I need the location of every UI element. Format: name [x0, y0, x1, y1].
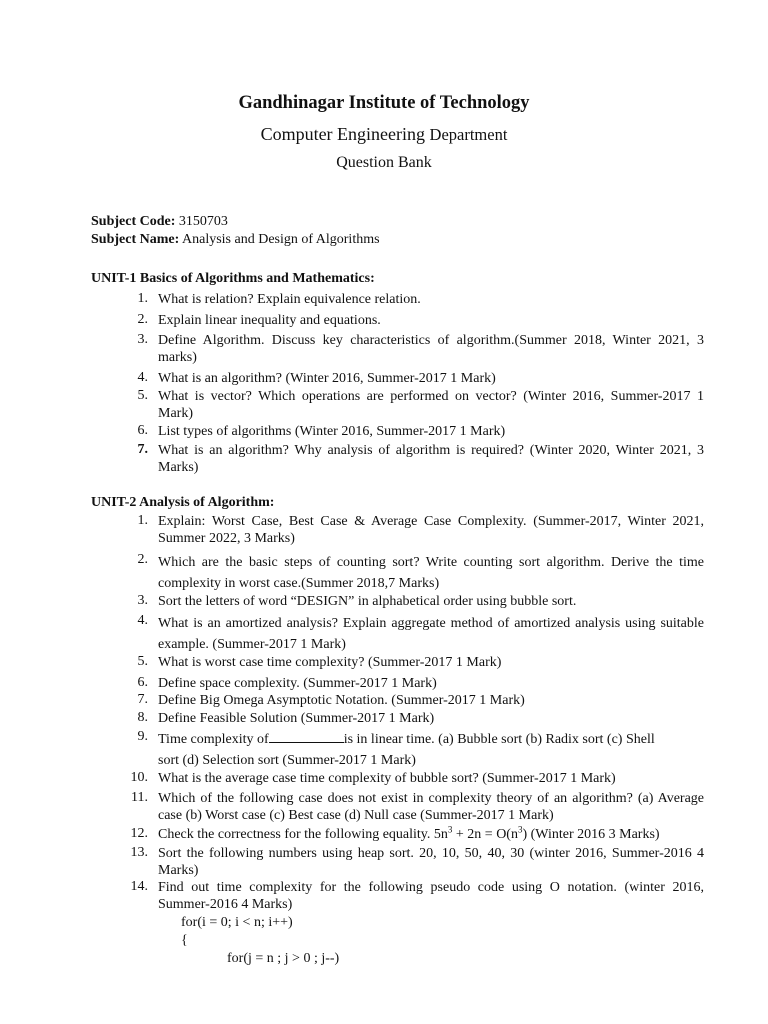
code-line: for(j = n ; j > 0 ; j--): [227, 951, 340, 966]
question-text: What is vector? Which operations are performed on vector? (Winter 2016, Summer-2017 1 Mark): [158, 389, 704, 421]
question-text-part: sort (d) Selection sort (Summer-2017 1 Mark): [158, 753, 416, 768]
department-name: Computer Engineering: [260, 124, 426, 144]
question-text: Sort the letters of word “DESIGN” in alphabetical order using bubble sort.: [158, 594, 577, 609]
superscript: 3: [517, 824, 523, 835]
question-number: 1.: [137, 291, 148, 306]
question-text: What is an algorithm? Why analysis of algorithm is required? (Winter 2020, Winter 2021, 3 Marks): [158, 443, 704, 475]
question-text: What is the average case time complexity of bubble sort? (Summer-2017 1 Mark): [158, 771, 616, 786]
department-word: Department: [429, 125, 508, 144]
question-text: What is relation? Explain equivalence relation.: [158, 292, 421, 307]
question-number: 3.: [137, 332, 148, 347]
question-number: 14.: [130, 879, 148, 894]
question-text: Which are the basic steps of counting sort? Write counting sort algorithm. Derive the time complexity in worst case.(Summer 2018,7 Marks): [158, 555, 704, 591]
question-text: Define Feasible Solution (Summer-2017 1 Mark): [158, 711, 435, 726]
question-text: Explain: Worst Case, Best Case & Average Case Complexity. (Summer-2017, Winter 2021, Summer 2022, 3 Marks): [158, 514, 704, 546]
question-text-part: Time complexity of: [158, 732, 269, 747]
question-text-part: is in linear time. (a) Bubble sort (b) Radix sort (c) Shell: [343, 732, 655, 747]
question-text-part: Check the correctness for the following equality. 5n: [158, 827, 448, 842]
question-text: Find out time complexity for the following pseudo code using O notation. (winter 2016, Summer-2016 4 Marks): [158, 880, 704, 912]
question-number: 10.: [130, 770, 148, 785]
question-text: List types of algorithms (Winter 2016, Summer-2017 1 Mark): [158, 424, 506, 439]
question-text: Explain linear inequality and equations.: [158, 313, 381, 328]
question-text: What is an amortized analysis? Explain aggregate method of amortized analysis using suitable example. (Summer-2017 1 Mark): [158, 616, 704, 652]
subject-code-label: Subject Code:: [91, 214, 176, 229]
question-text: Define space complexity. (Summer-2017 1 Mark): [158, 676, 437, 691]
unit-1-heading: UNIT-1 Basics of Algorithms and Mathematics:: [91, 271, 375, 286]
question-number: 7.: [137, 442, 148, 457]
question-number: 8.: [137, 710, 148, 725]
question-number: 4.: [137, 613, 148, 628]
unit-2-heading: UNIT-2 Analysis of Algorithm:: [91, 495, 275, 510]
question-number: 1.: [137, 513, 148, 528]
document-title: Question Bank: [336, 154, 432, 171]
question-number: 4.: [137, 370, 148, 385]
question-number: 3.: [137, 593, 148, 608]
question-text: Define Algorithm. Discuss key characteristics of algorithm.(Summer 2018, Winter 2021, 3 marks): [158, 333, 704, 365]
question-text: Which of the following case does not exist in complexity theory of an algorithm? (a) Average case (b) Worst case (c) Best case (d) Null case (Summer-2017 1 Mark): [158, 791, 704, 823]
question-number: 2.: [137, 552, 148, 567]
question-text: Define Big Omega Asymptotic Notation. (Summer-2017 1 Mark): [158, 693, 525, 708]
institute-title: Gandhinagar Institute of Technology: [238, 93, 530, 113]
subject-code: [91, 214, 228, 230]
question-text: [158, 729, 704, 771]
question-number: 5.: [137, 654, 148, 669]
question-number: 7.: [137, 692, 148, 707]
fill-in-blank: [269, 731, 344, 743]
code-line: {: [181, 933, 188, 948]
question-text: [158, 826, 704, 843]
question-number: 5.: [137, 388, 148, 403]
question-text: What is an algorithm? (Winter 2016, Summer-2017 1 Mark): [158, 371, 496, 386]
subject-name: [91, 232, 380, 248]
code-line: for(i = 0; i < n; i++): [181, 915, 293, 930]
question-text: Sort the following numbers using heap sort. 20, 10, 50, 40, 30 (winter 2016, Summer-2016 4 Marks): [158, 846, 704, 878]
question-number: 12.: [130, 826, 148, 841]
superscript: 3: [447, 824, 453, 835]
question-text: What is worst case time complexity? (Summer-2017 1 Mark): [158, 655, 502, 670]
question-number: 6.: [137, 423, 148, 438]
question-number: 2.: [137, 312, 148, 327]
question-number: 9.: [137, 729, 148, 744]
subject-name-value: Analysis and Design of Algorithms: [182, 232, 380, 247]
question-number: 13.: [130, 845, 148, 860]
question-text-part: ) (Winter 2016 3 Marks): [522, 827, 660, 842]
subject-code-value: 3150703: [178, 214, 228, 229]
question-text-part: + 2n = O(n: [452, 827, 518, 842]
department-title: [0, 124, 768, 145]
question-number: 6.: [137, 675, 148, 690]
question-number: 11.: [131, 790, 148, 805]
subject-name-label: Subject Name:: [91, 232, 180, 247]
